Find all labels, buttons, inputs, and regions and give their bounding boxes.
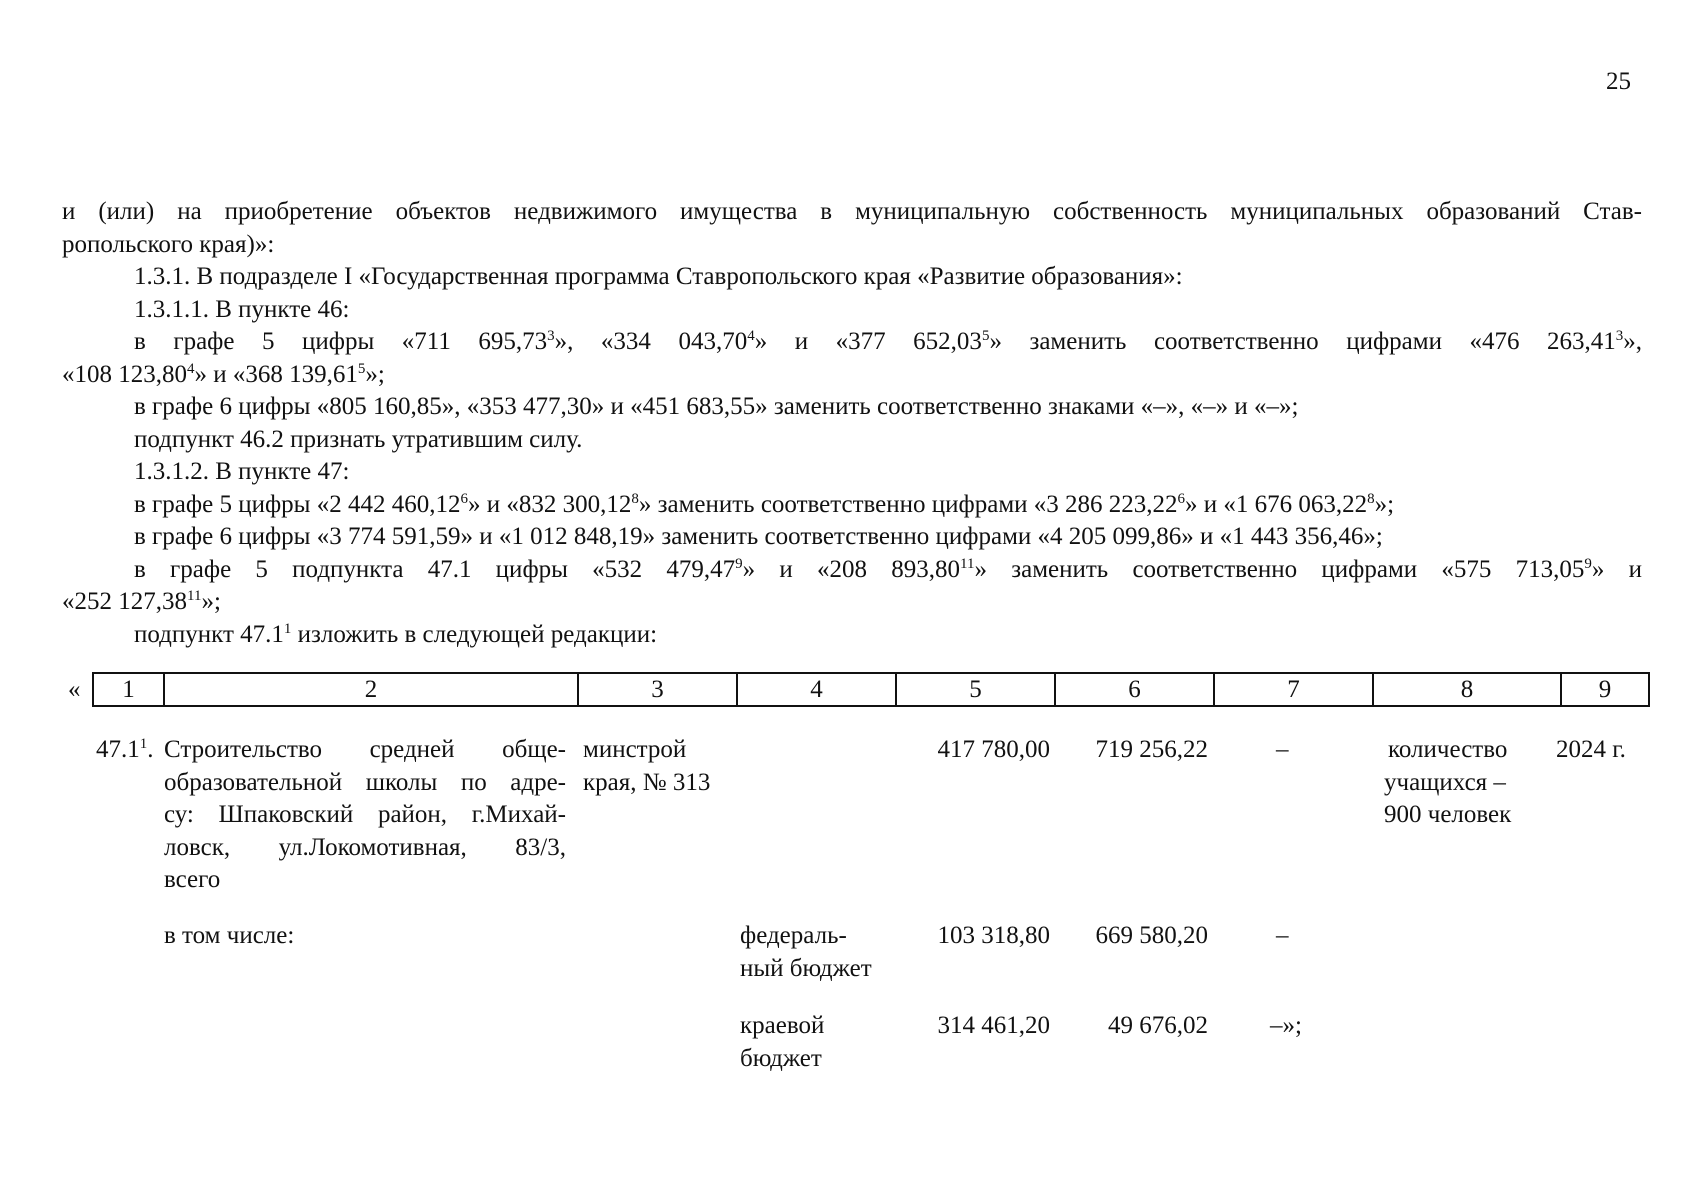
col9-year: 2024 г. [1556,736,1626,763]
footnote-ref: 1 [283,620,292,637]
source-federal [740,920,872,985]
object-name-line: всего [164,866,221,893]
text-run: »; [201,588,221,615]
text-run: в графе 6 цифры «3 774 591,59» и «1 012 848,19» заменить соответственно цифрами «4 205 099,86» и «1 443 356,46»; [134,523,1383,550]
header-cell: 7 [1214,673,1373,706]
federal-col5: 103 318,80 [937,922,1050,949]
executor-line: края, № 313 [583,768,711,796]
capacity-line: количество [1388,736,1508,763]
text-run: », «334 043,70 [554,328,748,355]
header-cell: 2 [164,673,578,706]
text-run: ропольского края)»: [62,230,275,258]
col7-value: – [1276,736,1289,763]
header-cell: 8 [1373,673,1561,706]
row-number-text: 47.1 [96,736,140,763]
source-regional [740,1010,824,1075]
text-run: в графе 6 цифры «805 160,85», «353 477,30» и «451 683,55» заменить соответственно знаками «–», «–» и «–»; [134,393,1299,420]
text-run: в графе 5 цифры «2 442 460,12 [134,490,461,518]
footnote-ref: 3 [547,328,555,344]
regional-col5: 314 461,20 [937,1012,1050,1039]
footnote-ref: 11 [187,588,202,604]
col8-capacity [1384,734,1511,832]
regional-col6: 49 676,02 [1108,1012,1208,1039]
text-run: и (или) на приобретение объектов недвижимого имущества в муниципальную собственность муниципальных образований Став- [62,198,1642,225]
header-cell: 1 [93,673,164,706]
footnote-ref: 9 [735,555,743,572]
federal-col7: – [1276,922,1289,949]
header-cell: 5 [896,673,1055,706]
row-number-dot: . [147,736,154,763]
text-run: в графе 5 подпункта 47.1 цифры «532 479,47 [134,555,736,583]
text-run: «252 127,38 [62,588,187,615]
page-number: 25 [1606,68,1631,95]
footnote-ref: 4 [747,328,755,344]
object-name-line: су: Шпаковский район, г.Михай- [164,801,566,828]
object-name [164,734,566,897]
text-run: » заменить соответственно цифрами «575 713,05 [974,555,1585,583]
federal-col6: 669 580,20 [1095,922,1208,949]
object-name-line: ловск, ул.Локомотивная, 83/3, [164,833,566,861]
text-run: » заменить соответственно цифрами «476 263,41 [989,328,1616,355]
footnote-ref: 6 [1177,490,1186,507]
executor-line: минстрой [583,736,687,763]
text-run: »; [1374,490,1395,518]
col6-value: 719 256,22 [1095,736,1208,763]
object-name-line: образовательной школы по адре- [164,768,566,796]
regional-col7: –»; [1270,1012,1302,1039]
text-run: 1.3.1.2. В пункте 47: [134,458,350,485]
including-label: в том числе: [164,922,295,949]
source-line: ный бюджет [740,954,872,982]
footnote-ref: 4 [187,360,195,377]
text-run: » и «208 893,80 [742,555,961,583]
footnote-ref: 6 [460,490,468,507]
text-run: » и «832 300,12 [467,490,632,518]
header-cell: 4 [737,673,896,706]
source-line: бюджет [740,1044,822,1072]
header-cell: 3 [578,673,737,706]
executor [583,734,710,799]
footnote-ref: 9 [1584,555,1592,572]
text-run: подпункт 46.2 признать утратившим силу. [134,425,583,453]
footnote-ref: 5 [981,328,990,344]
source-line: федераль- [740,922,847,949]
text-run: «108 123,80 [62,360,187,388]
col5-value: 417 780,00 [937,736,1050,763]
text-run: » заменить соответственно цифрами «3 286 223,22 [638,490,1178,518]
footnote-ref: 8 [1367,490,1375,507]
text-run: 1.3.1. В подразделе I «Государственная программа Ставропольского края «Развитие образования»: [134,263,1183,290]
text-run: » и «368 139,61 [194,360,358,388]
footnote-ref: 3 [1615,328,1624,344]
footnote-ref: 8 [631,490,639,507]
footnote-ref: 11 [960,555,975,572]
object-name-line: Строительство средней обще- [164,736,566,763]
text-run: » и «377 652,03 [754,328,982,355]
text-run: » и «1 676 063,22 [1185,490,1368,518]
capacity-line: 900 человек [1384,801,1512,828]
text-run: »; [365,360,385,388]
text-run: в графе 5 цифры «711 695,73 [134,328,548,355]
header-cell: 9 [1561,673,1649,706]
text-run: изложить в следующей редакции: [291,620,658,648]
source-line: краевой [740,1012,825,1039]
text-run: подпункт 47.1 [134,620,284,648]
footnote-ref: 1 [139,736,148,752]
capacity-line: учащихся – [1384,768,1506,796]
header-cell: 6 [1055,673,1214,706]
text-run: » и [1591,555,1642,583]
text-run: », [1623,328,1643,355]
row-number [96,734,154,767]
table-open-quote: « [68,676,81,703]
text-run: 1.3.1.1. В пункте 46: [134,295,350,323]
footnote-ref: 5 [357,360,366,377]
